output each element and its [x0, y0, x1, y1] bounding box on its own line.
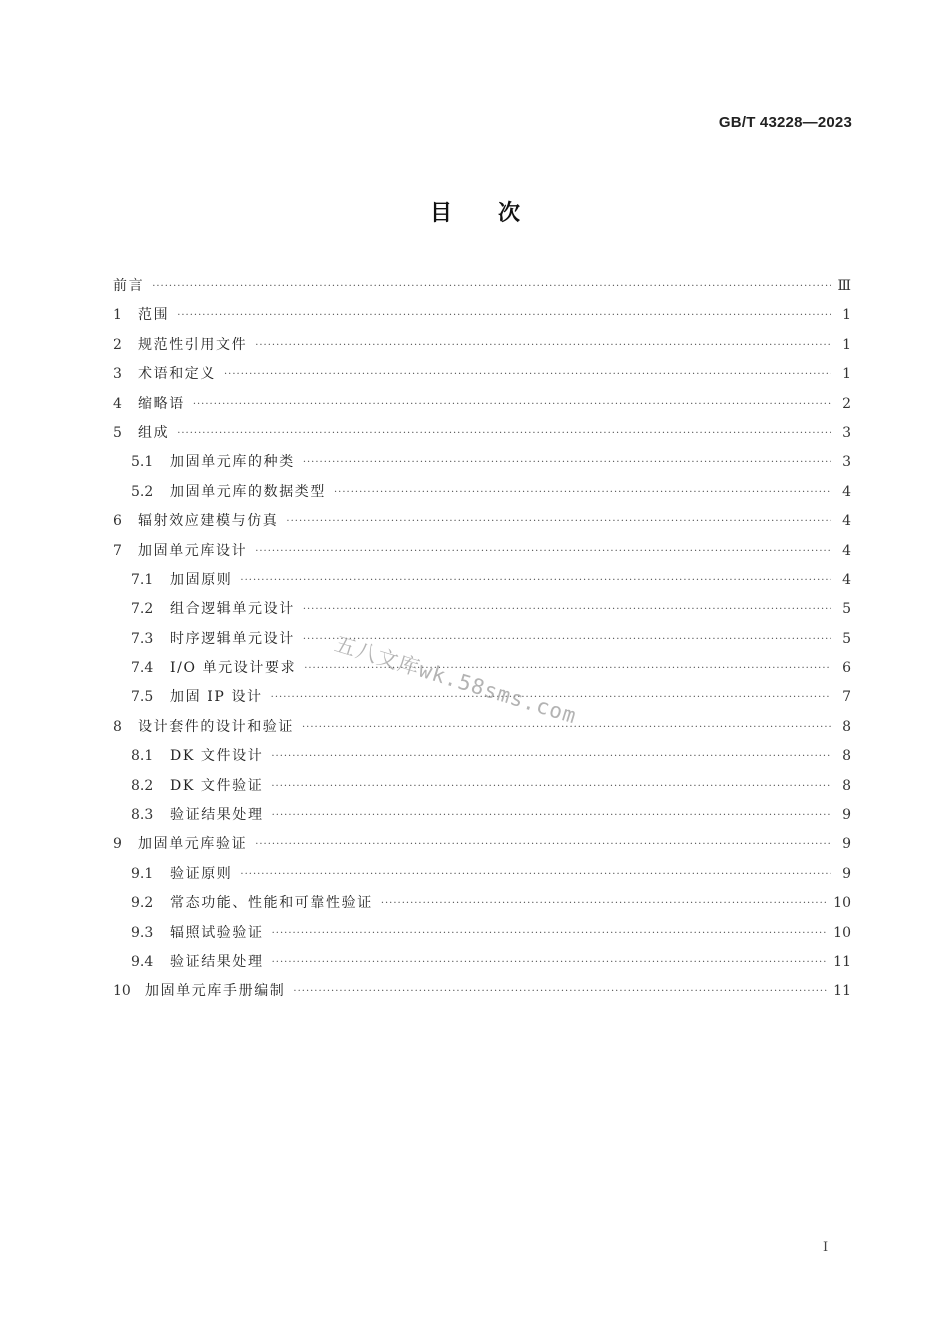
toc-entry-label: 设计套件的设计和验证: [138, 718, 294, 735]
toc-leader-dots: [272, 948, 828, 977]
toc-entry-label: 加固单元库手册编制: [145, 983, 286, 1000]
toc-entry-page: 1: [842, 307, 851, 324]
toc-entry[interactable]: [113, 595, 851, 624]
toc-entry-number: 2: [113, 336, 122, 353]
toc-entry-number: 5.1: [131, 454, 154, 471]
toc-entry-page: 8: [842, 777, 851, 794]
toc-entry-number: 7.2: [131, 601, 154, 618]
toc-entry-label: 组成: [138, 424, 170, 441]
toc-leader-dots: [255, 331, 831, 360]
toc-leader-dots: [177, 301, 831, 330]
toc-entry-label: 范围: [138, 307, 170, 324]
toc-entry-page: 1: [842, 336, 851, 353]
toc-entry-label: 常态功能、性能和可靠性验证: [170, 895, 373, 912]
toc-entry-label: 加固单元库设计: [138, 542, 248, 559]
toc-entry-label: 验证结果处理: [170, 953, 264, 970]
toc-leader-dots: [255, 830, 831, 859]
toc-entry-page: 10: [833, 895, 851, 912]
toc-entry[interactable]: [113, 713, 851, 742]
toc-entry-page: 5: [842, 630, 851, 647]
title-char-2: 次: [498, 201, 521, 226]
toc-entry-page: 11: [833, 983, 851, 1000]
toc-leader-dots: [193, 390, 831, 419]
toc-entry[interactable]: [113, 977, 851, 1006]
toc-entry-page: 7: [842, 689, 851, 706]
toc-entry-page: 4: [842, 483, 851, 500]
toc-entry-page: 6: [842, 660, 851, 677]
toc-entry[interactable]: [113, 948, 851, 977]
toc-entry-number: 8.2: [131, 777, 154, 794]
toc-leader-dots: [177, 419, 831, 448]
toc-entry[interactable]: [113, 830, 851, 859]
toc-entry-number: 7.1: [131, 571, 154, 588]
table-of-contents: [113, 272, 851, 1007]
toc-entry-label: I/O 单元设计要求: [170, 660, 297, 677]
toc-entry[interactable]: [113, 742, 851, 771]
toc-entry-number: 3: [113, 366, 122, 383]
toc-entry-page: 10: [833, 924, 851, 941]
toc-entry[interactable]: [113, 507, 851, 536]
toc-entry[interactable]: [113, 301, 851, 330]
toc-leader-dots: [334, 478, 831, 507]
toc-entry-page: 3: [842, 454, 851, 471]
toc-leader-dots: [303, 595, 831, 624]
toc-entry-page: 4: [842, 571, 851, 588]
toc-entry-label: DK 文件验证: [170, 777, 264, 794]
toc-entry[interactable]: [113, 801, 851, 830]
toc-entry-number: 6: [113, 513, 122, 530]
toc-entry[interactable]: [113, 919, 851, 948]
toc-leader-dots: [272, 919, 828, 948]
toc-entry-page: 11: [833, 953, 851, 970]
page-title: [0, 196, 950, 227]
toc-entry-page: 8: [842, 748, 851, 765]
toc-entry-label: 辐射效应建模与仿真: [138, 513, 279, 530]
toc-entry[interactable]: [113, 860, 851, 889]
toc-leader-dots: [381, 889, 827, 918]
toc-entry-number: 8.3: [131, 807, 154, 824]
toc-entry-number: 1: [113, 307, 122, 324]
toc-leader-dots: [240, 566, 831, 595]
toc-entry-label: 加固单元库的数据类型: [170, 483, 326, 500]
toc-entry[interactable]: [113, 625, 851, 654]
toc-entry-label: 前言: [113, 278, 145, 294]
toc-entry[interactable]: [113, 537, 851, 566]
toc-entry-number: 7.3: [131, 630, 154, 647]
toc-entry-number: 7.4: [131, 660, 154, 677]
toc-entry-label: 验证结果处理: [170, 807, 264, 824]
toc-leader-dots: [271, 772, 831, 801]
toc-leader-dots: [286, 507, 831, 536]
toc-entry[interactable]: [113, 390, 851, 419]
toc-entry-label: 加固原则: [170, 571, 233, 588]
toc-entry-label: DK 文件设计: [170, 748, 264, 765]
page-number: I: [823, 1240, 829, 1255]
toc-entry-label: 辐照试验验证: [170, 924, 264, 941]
toc-entry-number: 9: [113, 836, 122, 853]
toc-leader-dots: [240, 860, 831, 889]
toc-entry-number: 9.1: [131, 865, 154, 882]
toc-entry-number: 5.2: [131, 483, 154, 500]
toc-entry-page: 1: [842, 366, 851, 383]
toc-entry-number: 9.3: [131, 924, 154, 941]
standard-code: GB/T 43228—2023: [718, 114, 852, 131]
toc-entry-page: 9: [842, 836, 851, 853]
toc-entry-label: 时序逻辑单元设计: [170, 630, 295, 647]
toc-leader-dots: [272, 801, 831, 830]
toc-entry-number: 7: [113, 542, 122, 559]
toc-leader-dots: [152, 272, 831, 301]
toc-leader-dots: [255, 537, 831, 566]
toc-entry-page: Ⅲ: [837, 278, 851, 294]
toc-entry-page: 4: [842, 542, 851, 559]
toc-leader-dots: [271, 742, 831, 771]
toc-entry[interactable]: [113, 772, 851, 801]
toc-entry-number: 10: [113, 983, 131, 1000]
toc-entry-page: 5: [842, 601, 851, 618]
toc-leader-dots: [303, 448, 831, 477]
watermark: 五八文库wk.58sms.com: [331, 631, 580, 729]
toc-entry-page: 4: [842, 513, 851, 530]
toc-entry[interactable]: [113, 566, 851, 595]
toc-entry-number: 9.4: [131, 953, 154, 970]
toc-entry[interactable]: [113, 331, 851, 360]
toc-entry-label: 加固单元库验证: [138, 836, 248, 853]
toc-entry[interactable]: [113, 478, 851, 507]
toc-entry-page: 3: [842, 424, 851, 441]
toc-entry[interactable]: [113, 360, 851, 389]
toc-entry[interactable]: [113, 419, 851, 448]
title-char-1: 目: [429, 201, 452, 226]
toc-entry-number: 8: [113, 718, 122, 735]
toc-entry[interactable]: [113, 889, 851, 918]
toc-entry-label: 加固单元库的种类: [170, 454, 295, 471]
toc-entry-label: 缩略语: [138, 395, 185, 412]
toc-entry-label: 规范性引用文件: [138, 336, 248, 353]
toc-entry-number: 4: [113, 395, 122, 412]
toc-entry-label: 加固 IP 设计: [170, 689, 263, 706]
toc-leader-dots: [224, 360, 831, 389]
toc-entry[interactable]: [113, 448, 851, 477]
toc-entry-number: 8.1: [131, 748, 154, 765]
toc-entry-page: 9: [842, 807, 851, 824]
toc-entry-number: 7.5: [131, 689, 154, 706]
toc-entry-page: 2: [842, 395, 851, 412]
toc-entry-label: 术语和定义: [138, 366, 216, 383]
toc-entry-page: 8: [842, 718, 851, 735]
toc-entry-number: 9.2: [131, 895, 154, 912]
toc-entry-page: 9: [842, 865, 851, 882]
toc-entry-label: 验证原则: [170, 865, 233, 882]
toc-entry-label: 组合逻辑单元设计: [170, 601, 295, 618]
toc-entry-number: 5: [113, 424, 122, 441]
toc-entry[interactable]: [113, 272, 851, 301]
toc-leader-dots: [293, 977, 827, 1006]
